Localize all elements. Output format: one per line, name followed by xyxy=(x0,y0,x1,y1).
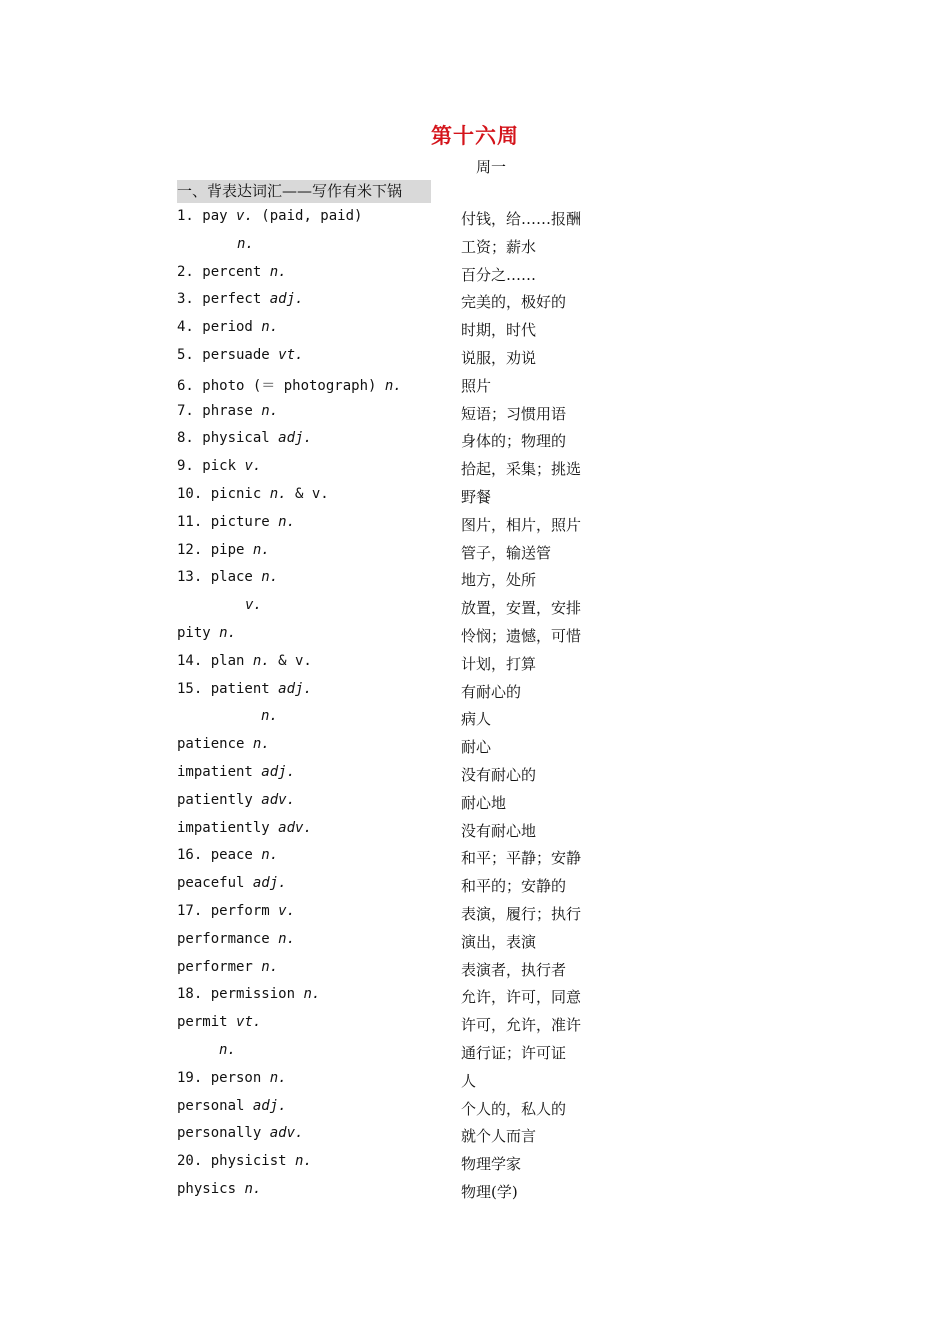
vocab-meaning: 拾起，采集；挑选 xyxy=(461,460,582,479)
vocab-word: 13. place xyxy=(177,569,262,586)
vocab-term xyxy=(177,514,295,530)
vocab-row xyxy=(0,706,950,734)
vocab-meaning: 没有耐心的 xyxy=(461,765,537,784)
vocab-word: personal xyxy=(177,1097,253,1114)
vocab-meaning: 通行证；许可证 xyxy=(461,1043,567,1062)
vocab-meaning: 工资；薪水 xyxy=(461,237,537,256)
vocab-row xyxy=(0,818,950,846)
vocab-meaning: 完美的，极好的 xyxy=(461,293,567,312)
vocab-term xyxy=(177,847,278,863)
vocab-part-of-speech: adj. xyxy=(261,763,296,780)
vocab-row xyxy=(0,734,950,762)
vocab-part-of-speech: v. xyxy=(236,208,253,224)
vocab-meaning: 允许，许可，同意 xyxy=(461,988,582,1007)
vocab-extra: & v. xyxy=(269,652,312,669)
vocab-meaning: 没有耐心地 xyxy=(461,821,537,840)
vocab-meaning: 表演，履行；执行 xyxy=(461,904,582,923)
vocab-row xyxy=(0,317,950,345)
vocab-meaning: 个人的，私人的 xyxy=(461,1099,567,1118)
vocab-word: 4. period xyxy=(177,319,262,336)
vocab-row xyxy=(0,790,950,818)
vocab-part-of-speech: adj. xyxy=(278,430,312,447)
vocab-part-of-speech: n. xyxy=(252,541,270,558)
vocab-term xyxy=(177,1098,287,1114)
vocab-row xyxy=(0,984,950,1012)
vocab-meaning: 图片，相片，照片 xyxy=(461,515,582,534)
vocab-term xyxy=(177,403,278,419)
vocab-meaning: 百分之…… xyxy=(461,265,537,284)
vocab-part-of-speech: v. xyxy=(278,902,296,919)
vocab-meaning: 人 xyxy=(461,1071,477,1090)
vocab-part-of-speech: n. xyxy=(252,652,270,669)
vocab-word: 5. persuade xyxy=(177,346,279,363)
vocab-part-of-speech: n. xyxy=(261,958,279,975)
vocab-row xyxy=(0,1179,950,1207)
vocab-part-of-speech: adj. xyxy=(278,680,312,697)
vocab-meaning: 和平；平静；安静 xyxy=(461,849,582,868)
vocab-word: 1. pay xyxy=(177,208,237,224)
vocab-part-of-speech: n. xyxy=(295,1153,312,1170)
vocab-meaning: 就个人而言 xyxy=(461,1127,537,1146)
vocab-row xyxy=(0,1040,950,1068)
vocab-row xyxy=(0,401,950,429)
vocab-meaning: 许可，允许，准许 xyxy=(461,1016,582,1035)
vocab-term xyxy=(177,903,295,919)
vocab-term xyxy=(177,375,402,395)
vocab-row xyxy=(0,1012,950,1040)
vocab-word: 6. photo (＝ photograph) xyxy=(177,377,385,394)
vocab-row xyxy=(0,484,950,512)
vocab-term xyxy=(177,208,362,224)
vocab-meaning: 耐心 xyxy=(461,738,492,757)
vocab-word: performance xyxy=(177,930,279,947)
vocab-word: 19. person xyxy=(177,1069,270,1086)
vocab-row xyxy=(0,845,950,873)
vocab-term xyxy=(245,597,262,613)
vocab-part-of-speech: adv. xyxy=(261,791,296,808)
vocab-part-of-speech: n. xyxy=(261,708,278,725)
section-heading: 一、背表达词汇——写作有米下锅 xyxy=(177,180,431,203)
vocab-word: 20. physicist xyxy=(177,1153,296,1170)
vocab-row xyxy=(0,540,950,568)
vocab-row xyxy=(0,289,950,317)
vocab-row xyxy=(0,1068,950,1096)
vocab-word: 17. perform xyxy=(177,902,279,919)
vocab-row xyxy=(0,373,950,401)
vocab-part-of-speech: adj. xyxy=(252,1097,287,1114)
vocab-meaning: 身体的；物理的 xyxy=(461,432,567,451)
vocab-word: 3. perfect xyxy=(177,291,270,308)
vocab-part-of-speech: n. xyxy=(269,263,287,280)
vocab-part-of-speech: vt. xyxy=(278,346,304,363)
vocab-row xyxy=(0,345,950,373)
vocab-part-of-speech: n. xyxy=(269,1069,287,1086)
vocab-term xyxy=(177,986,320,1002)
vocab-term xyxy=(177,875,287,891)
vocab-meaning: 短语；习惯用语 xyxy=(461,404,567,423)
vocab-part-of-speech: adj. xyxy=(269,291,304,308)
vocab-row xyxy=(0,623,950,651)
vocab-term xyxy=(177,931,295,947)
vocab-meaning: 怜悯；遗憾，可惜 xyxy=(461,626,582,645)
vocab-meaning: 说服，劝说 xyxy=(461,348,537,367)
vocab-meaning: 付钱，给……报酬 xyxy=(461,210,582,228)
vocab-term xyxy=(177,653,312,669)
vocab-row xyxy=(0,651,950,679)
vocab-meaning: 地方，处所 xyxy=(461,571,537,590)
vocab-part-of-speech: n. xyxy=(261,847,279,864)
vocab-part-of-speech: n. xyxy=(303,986,321,1003)
vocab-row xyxy=(0,1123,950,1151)
vocab-meaning: 演出，表演 xyxy=(461,932,537,951)
vocab-row xyxy=(0,428,950,456)
vocab-part-of-speech: n. xyxy=(261,402,279,419)
vocab-row xyxy=(0,762,950,790)
vocab-part-of-speech: adj. xyxy=(252,875,287,892)
vocab-part-of-speech: v. xyxy=(245,597,262,614)
vocab-word: 9. pick xyxy=(177,458,245,475)
vocab-part-of-speech: n. xyxy=(261,319,279,336)
vocab-term xyxy=(177,347,303,363)
vocab-term xyxy=(177,1070,287,1086)
vocab-word: impatient xyxy=(177,763,262,780)
vocab-term xyxy=(177,625,236,641)
vocab-word: 15. patient xyxy=(177,680,279,697)
vocab-part-of-speech: v. xyxy=(244,458,262,475)
vocab-part-of-speech: n. xyxy=(269,485,287,502)
vocab-row xyxy=(0,567,950,595)
vocab-word: 7. phrase xyxy=(177,402,262,419)
vocab-word: impatiently xyxy=(177,819,279,836)
vocab-part-of-speech: n. xyxy=(278,513,296,530)
vocab-term xyxy=(177,486,329,502)
vocab-word: 2. percent xyxy=(177,263,270,280)
vocab-meaning: 照片 xyxy=(461,376,492,395)
page-subtitle: 周一 xyxy=(476,158,507,176)
vocab-row xyxy=(0,679,950,707)
vocab-word: 18. permission xyxy=(177,986,304,1003)
vocab-word: patiently xyxy=(177,791,262,808)
vocab-row xyxy=(0,262,950,290)
vocab-term xyxy=(177,291,303,307)
vocab-word: permit xyxy=(177,1014,237,1031)
vocab-term xyxy=(177,792,295,808)
vocab-row xyxy=(0,957,950,985)
vocab-word: 8. physical xyxy=(177,430,279,447)
vocab-part-of-speech: adv. xyxy=(269,1125,304,1142)
vocab-term xyxy=(177,1125,303,1141)
vocab-extra: (paid, paid) xyxy=(252,208,363,224)
vocab-term xyxy=(177,264,287,280)
vocab-term xyxy=(177,1014,261,1030)
vocab-word: peaceful xyxy=(177,875,253,892)
vocab-term xyxy=(177,319,278,335)
vocab-word: performer xyxy=(177,958,262,975)
vocab-row xyxy=(0,206,950,234)
page-title: 第十六周 xyxy=(431,123,519,148)
vocab-row xyxy=(0,456,950,484)
vocab-term xyxy=(261,708,278,724)
vocab-word: personally xyxy=(177,1125,270,1142)
vocabulary-list xyxy=(0,206,950,1207)
vocab-part-of-speech: vt. xyxy=(236,1014,262,1031)
vocab-row xyxy=(0,901,950,929)
vocab-part-of-speech: adv. xyxy=(278,819,312,836)
vocab-term xyxy=(177,430,312,446)
vocab-word: 12. pipe xyxy=(177,541,253,558)
vocab-meaning: 物理(学) xyxy=(461,1182,518,1201)
vocab-meaning: 管子，输送管 xyxy=(461,543,552,562)
vocab-term xyxy=(177,736,270,752)
vocab-term xyxy=(177,458,261,474)
vocab-row xyxy=(0,234,950,262)
vocab-meaning: 计划，打算 xyxy=(461,654,537,673)
vocab-term xyxy=(219,1042,236,1058)
vocab-term xyxy=(177,764,295,780)
vocab-word: 16. peace xyxy=(177,847,262,864)
vocab-term xyxy=(177,569,278,585)
vocab-meaning: 有耐心的 xyxy=(461,682,522,701)
vocab-part-of-speech: n. xyxy=(384,377,402,394)
vocab-meaning: 耐心地 xyxy=(461,793,507,812)
vocab-term xyxy=(237,236,254,252)
vocab-meaning: 放置，安置，安排 xyxy=(461,599,582,618)
vocab-part-of-speech: n. xyxy=(244,1180,262,1197)
vocab-meaning: 时期，时代 xyxy=(461,321,537,340)
vocab-meaning: 和平的；安静的 xyxy=(461,877,567,896)
vocab-part-of-speech: n. xyxy=(278,930,296,947)
vocab-term xyxy=(177,959,278,975)
vocab-term xyxy=(177,1181,261,1197)
vocab-term xyxy=(177,681,312,697)
vocab-word: patience xyxy=(177,736,253,753)
vocab-meaning: 病人 xyxy=(461,710,492,729)
vocab-part-of-speech: n. xyxy=(252,736,270,753)
vocab-row xyxy=(0,595,950,623)
vocab-word: pity xyxy=(177,624,220,641)
vocab-meaning: 表演者，执行者 xyxy=(461,960,567,979)
vocab-part-of-speech: n. xyxy=(237,235,254,252)
vocab-row xyxy=(0,873,950,901)
vocab-row xyxy=(0,1096,950,1124)
vocab-word: 10. picnic xyxy=(177,485,270,502)
vocab-meaning: 物理学家 xyxy=(461,1155,522,1174)
vocab-term xyxy=(177,1153,312,1169)
vocab-part-of-speech: n. xyxy=(219,1041,236,1058)
vocab-word: 14. plan xyxy=(177,652,253,669)
vocab-extra: & v. xyxy=(286,485,329,502)
vocab-part-of-speech: n. xyxy=(261,569,279,586)
vocab-row xyxy=(0,929,950,957)
vocab-word: physics xyxy=(177,1180,245,1197)
vocab-term xyxy=(177,820,312,836)
vocab-term xyxy=(177,542,270,558)
vocab-meaning: 野餐 xyxy=(461,487,492,506)
vocab-word: 11. picture xyxy=(177,513,279,530)
vocab-row xyxy=(0,512,950,540)
vocab-row xyxy=(0,1151,950,1179)
vocab-part-of-speech: n. xyxy=(219,624,237,641)
